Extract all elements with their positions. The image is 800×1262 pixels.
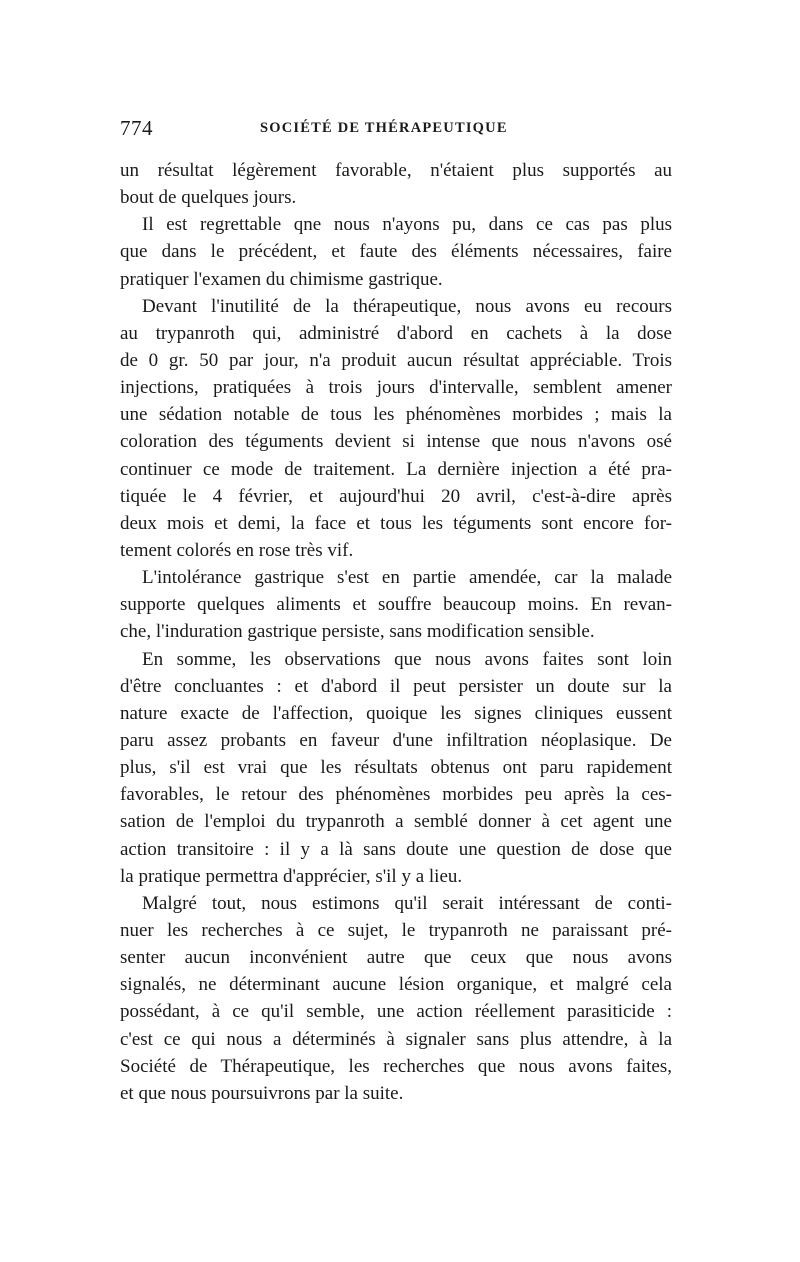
text-line: En somme, les observations que nous avons faites sont loin — [142, 648, 672, 670]
running-title: SOCIÉTÉ DE THÉRAPEUTIQUE — [260, 120, 508, 136]
text-line: Malgré tout, nous estimons qu'il serait intéressant de conti- — [142, 892, 672, 914]
text-line: de 0 gr. 50 par jour, n'a produit aucun résultat appréciable. Trois — [120, 349, 672, 371]
text-line: nature exacte de l'affection, quoique les signes cliniques eussent — [120, 702, 672, 724]
text-line: injections, pratiquées à trois jours d'intervalle, semblent amener — [120, 377, 672, 399]
text-line: une sédation notable de tous les phénomènes morbides ; mais la — [120, 404, 672, 426]
text-line: supporte quelques aliments et souffre beaucoup moins. En revan- — [120, 594, 672, 616]
text-line: action transitoire : il y a là sans doute une question de dose que — [120, 838, 672, 860]
text-line: signalés, ne déterminant aucune lésion organique, et malgré cela — [120, 974, 672, 996]
text-line: che, l'induration gastrique persiste, sans modification sensible. — [120, 621, 595, 643]
text-line: continuer ce mode de traitement. La dernière injection a été pra- — [120, 458, 672, 480]
page-number: 774 — [120, 116, 153, 140]
text-line: favorables, le retour des phénomènes morbides peu après la ces- — [120, 784, 672, 806]
text-line: nuer les recherches à ce sujet, le trypanroth ne paraissant pré- — [120, 919, 672, 941]
text-line: L'intolérance gastrique s'est en partie amendée, car la malade — [142, 567, 672, 589]
text-line: un résultat légèrement favorable, n'étaient plus supportés au — [120, 160, 672, 181]
text-line: coloration des téguments devient si intense que nous n'avons osé — [120, 431, 672, 453]
text-line: senter aucun inconvénient autre que ceux que nous avons — [120, 947, 672, 969]
text-line: Société de Thérapeutique, les recherches que nous avons faites, — [120, 1055, 672, 1077]
text-line: sation de l'emploi du trypanroth a semblé donner à cet agent une — [120, 811, 672, 833]
text-line: tement colorés en rose très vif. — [120, 539, 354, 561]
text-line: d'être concluantes : et d'abord il peut persister un doute sur la — [120, 675, 672, 697]
text-line: que dans le précédent, et faute des éléments nécessaires, faire — [120, 241, 672, 263]
text-line: Devant l'inutilité de la thérapeutique, nous avons eu recours — [142, 295, 672, 317]
running-head — [120, 116, 672, 146]
text-line: tiquée le 4 février, et aujourd'hui 20 avril, c'est-à-dire après — [120, 485, 672, 507]
body-text — [120, 157, 672, 1107]
text-line: deux mois et demi, la face et tous les téguments sont encore for- — [120, 512, 672, 534]
text-line: la pratique permettra d'apprécier, s'il y a lieu. — [120, 865, 463, 887]
text-line: c'est ce qui nous a déterminés à signaler sans plus attendre, à la — [120, 1028, 672, 1050]
text-line: plus, s'il est vrai que les résultats obtenus ont paru rapidement — [120, 757, 672, 779]
text-line: et que nous poursuivrons par la suite. — [120, 1082, 404, 1104]
text-line: bout de quelques jours. — [120, 187, 297, 209]
text-line: pratiquer l'examen du chimisme gastrique. — [120, 268, 443, 290]
text-line: au trypanroth qui, administré d'abord en cachets à la dose — [120, 322, 672, 344]
text-line: Il est regrettable qne nous n'ayons pu, dans ce cas pas plus — [142, 214, 672, 236]
text-line: paru assez probants en faveur d'une infiltration néoplasique. De — [120, 729, 672, 751]
text-line: possédant, à ce qu'il semble, une action réellement parasiticide : — [120, 1001, 672, 1023]
